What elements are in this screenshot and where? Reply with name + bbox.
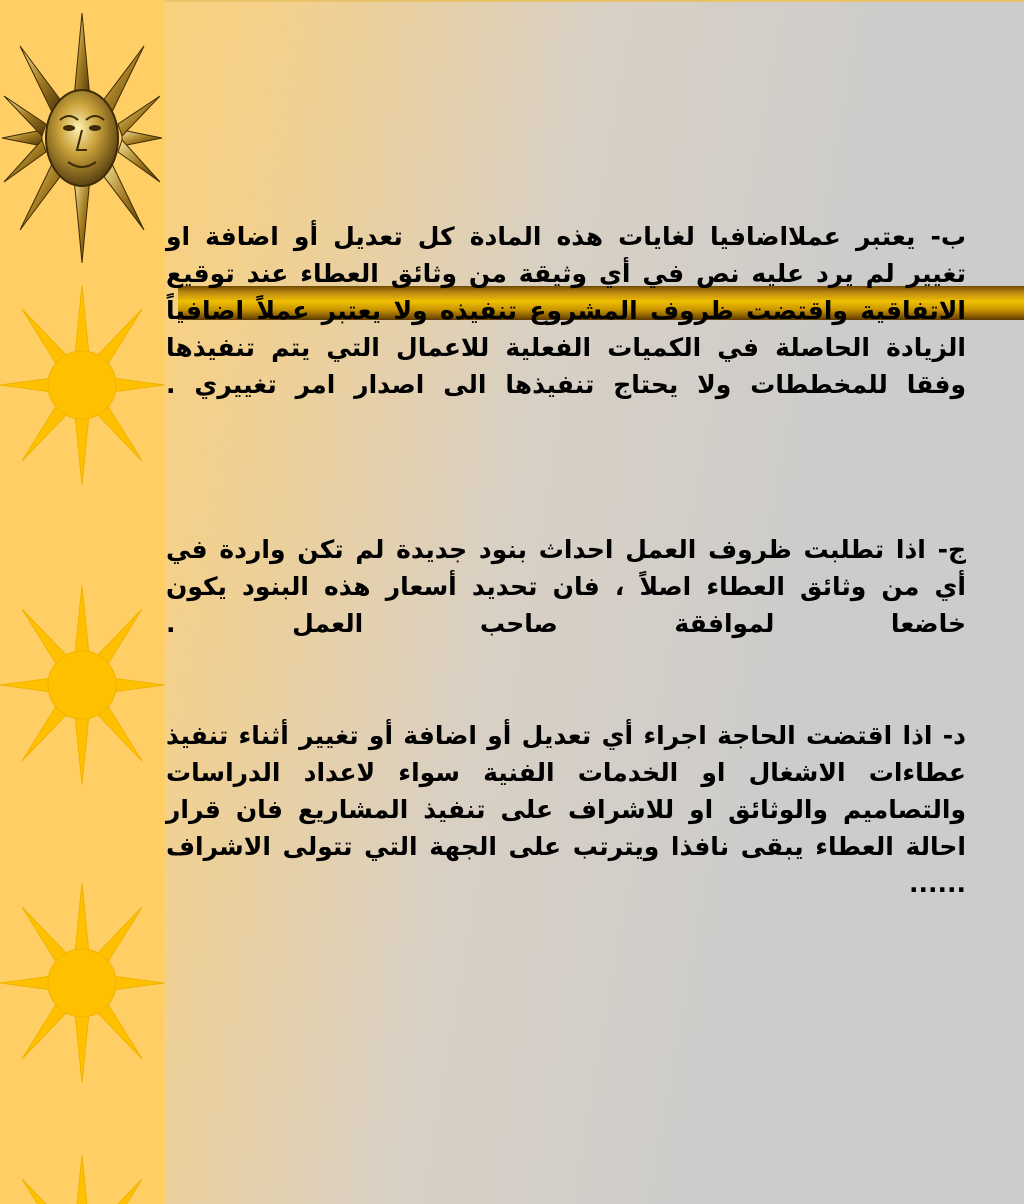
paragraph-b: ب- يعتبر عملااضافيا لغايات هذه المادة كل تعديل أو اضافة او تغيير لم يرد عليه نص في أي وثيقة من وثائق العطاء عند توقيع الاتفاقية واقتضت ظروف المشروع تنفيذه ولا يعتبر عملاً اضافياً الزيادة الحاصلة في الكميات الفعلية للاعمال التي يتم تنفيذها وفقا للمخططات ولا يحتاج تنفيذها الى اصدار امر تغييري .: [166, 222, 966, 399]
sun-face-emblem-icon: [0, 8, 165, 268]
sun-icon: [0, 878, 165, 1088]
sun-icon: [0, 580, 165, 790]
paragraph-d: د- اذا اقتضت الحاجة اجراء أي تعديل أو اضافة أو تغيير أثناء تنفيذ عطاءات الاشغال او الخدمات الفنية سواء لاعداد الدراسات والتصاميم والوثائق او للاشراف على تنفيذ المشاريع فان قرار احالة العطاء يبقى نافذا ويترتب على الجهة التي تتولى الاشراف ......: [166, 721, 966, 898]
sun-icon: [0, 280, 165, 490]
sun-icon: [0, 1150, 165, 1204]
top-border-line: [165, 0, 1024, 2]
paragraph-c: ج- اذا تطلبت ظروف العمل احداث بنود جديدة لم تكن واردة في أي من وثائق العطاء اصلاً ، فان تحديد أسعار هذه البنود يكون خاضعا لموافقة صاحب العمل .: [166, 535, 966, 638]
